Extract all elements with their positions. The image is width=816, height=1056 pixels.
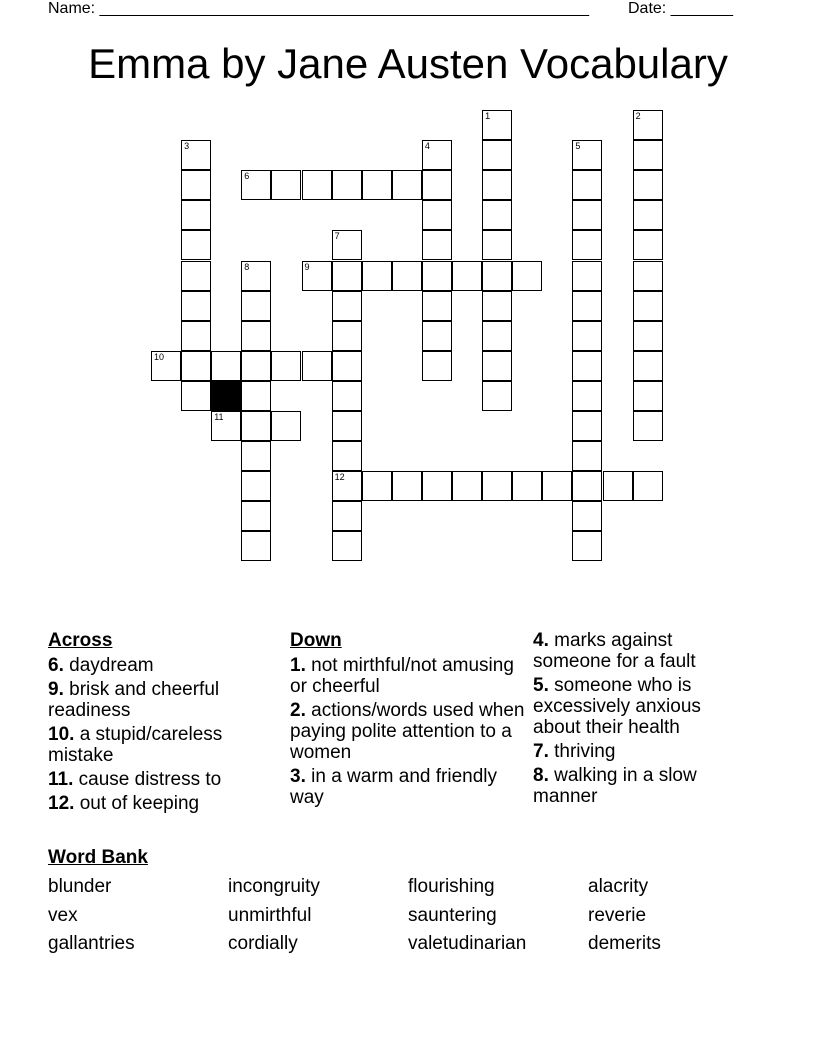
crossword-cell[interactable]	[151, 351, 181, 381]
crossword-cell[interactable]	[181, 291, 211, 321]
crossword-cell[interactable]	[572, 411, 602, 441]
crossword-cell[interactable]	[271, 351, 301, 381]
crossword-cell[interactable]	[332, 501, 362, 531]
crossword-cell[interactable]	[422, 140, 452, 170]
across-clues	[48, 630, 278, 817]
crossword-cell[interactable]	[362, 170, 392, 200]
clue-number: 10	[154, 351, 165, 362]
down-clues	[290, 630, 528, 811]
crossword-cell[interactable]	[422, 230, 452, 260]
crossword-cell[interactable]	[452, 471, 482, 501]
clue-number: 6	[244, 171, 250, 182]
crossword-cell[interactable]	[603, 471, 633, 501]
crossword-cell[interactable]	[271, 170, 301, 200]
word-bank-item: vex	[48, 905, 78, 926]
clue-down-5: 5. someone who is excessively anxious about their health	[533, 675, 701, 738]
word-bank-item: sauntering	[408, 905, 497, 926]
date-field-label: Date: _______	[628, 0, 733, 17]
clue-number: 4	[424, 141, 430, 152]
crossword-cell[interactable]	[332, 321, 362, 351]
crossword-cell[interactable]	[241, 531, 271, 561]
crossword-cell[interactable]	[241, 471, 271, 501]
crossword-cell[interactable]	[422, 351, 452, 381]
crossword-cell[interactable]	[332, 351, 362, 381]
clue-across-6: 6. daydream	[48, 655, 154, 676]
crossword-cell[interactable]	[482, 110, 512, 140]
word-bank-item: flourishing	[408, 876, 495, 897]
crossword-cell[interactable]	[241, 261, 271, 291]
crossword-cell[interactable]	[392, 261, 422, 291]
crossword-cell[interactable]	[211, 411, 241, 441]
crossword-cell[interactable]	[241, 291, 271, 321]
crossword-cell[interactable]	[332, 170, 362, 200]
crossword-cell[interactable]	[572, 291, 602, 321]
clue-number: 2	[635, 111, 641, 121]
crossword-cell[interactable]	[572, 321, 602, 351]
crossword-cell[interactable]	[512, 471, 542, 501]
crossword-cell[interactable]	[241, 501, 271, 531]
crossword-cell[interactable]	[422, 261, 452, 291]
crossword-cell[interactable]	[332, 531, 362, 561]
clue-number: 11	[214, 412, 224, 422]
crossword-cell[interactable]	[241, 351, 271, 381]
crossword-cell[interactable]	[633, 351, 663, 381]
clue-number: 8	[244, 261, 250, 272]
crossword-cell[interactable]	[362, 261, 392, 291]
clue-number: 12	[334, 472, 345, 483]
word-bank-item: unmirthful	[228, 905, 312, 926]
crossword-cell[interactable]	[332, 230, 362, 260]
crossword-cell[interactable]	[572, 140, 602, 170]
crossword-cell[interactable]	[572, 230, 602, 260]
crossword-cell[interactable]	[633, 110, 663, 140]
crossword-cell[interactable]	[211, 351, 241, 381]
crossword-cell[interactable]	[181, 170, 211, 200]
crossword-cell[interactable]	[633, 291, 663, 321]
crossword-cell[interactable]	[572, 531, 602, 561]
crossword-cell[interactable]	[482, 170, 512, 200]
crossword-cell[interactable]	[181, 230, 211, 260]
crossword-cell[interactable]	[482, 291, 512, 321]
word-bank-heading: Word Bank	[48, 847, 148, 868]
crossword-cell[interactable]	[241, 381, 271, 411]
crossword-cell[interactable]	[422, 471, 452, 501]
crossword-cell[interactable]	[482, 321, 512, 351]
crossword-cell[interactable]	[181, 261, 211, 291]
clue-down-8: 8. walking in a slow manner	[533, 765, 697, 807]
clue-number: 3	[184, 141, 190, 152]
crossword-cell[interactable]	[482, 140, 512, 170]
crossword-cell[interactable]	[302, 351, 332, 381]
crossword-cell[interactable]	[572, 351, 602, 381]
crossword-cell[interactable]	[422, 200, 452, 230]
page-title: Emma by Jane Austen Vocabulary	[88, 40, 728, 87]
crossword-cell[interactable]	[332, 381, 362, 411]
crossword-cell[interactable]	[181, 351, 211, 381]
crossword-cell[interactable]	[633, 200, 663, 230]
crossword-cell[interactable]	[422, 291, 452, 321]
crossword-cell[interactable]	[181, 200, 211, 230]
clue-down-7: 7. thriving	[533, 741, 616, 762]
crossword-cell[interactable]	[422, 321, 452, 351]
crossword-black-cell	[211, 381, 241, 411]
crossword-cell[interactable]	[482, 351, 512, 381]
crossword-cell[interactable]	[633, 471, 663, 501]
crossword-cell[interactable]	[633, 140, 663, 170]
crossword-cell[interactable]	[633, 261, 663, 291]
crossword-cell[interactable]	[572, 381, 602, 411]
crossword-cell[interactable]	[271, 411, 301, 441]
crossword-cell[interactable]	[241, 411, 271, 441]
clue-number: 5	[575, 141, 581, 152]
clue-across-11: 11. cause distress to	[48, 769, 222, 790]
clue-across-9: 9. brisk and cheerful readiness	[48, 679, 220, 721]
crossword-cell[interactable]	[633, 381, 663, 411]
crossword-cell[interactable]	[181, 381, 211, 411]
word-bank-item: reverie	[588, 905, 647, 926]
clue-number: 7	[334, 231, 340, 242]
crossword-cell[interactable]	[392, 471, 422, 501]
crossword-cell[interactable]	[332, 411, 362, 441]
crossword-cell[interactable]	[332, 291, 362, 321]
crossword-cell[interactable]	[181, 140, 211, 170]
clue-down-1: 1. not mirthful/not amusing or cheerful	[290, 655, 514, 697]
crossword-cell[interactable]	[302, 170, 332, 200]
crossword-cell[interactable]	[482, 381, 512, 411]
clue-across-10: 10. a stupid/careless mistake	[48, 724, 223, 766]
crossword-cell[interactable]	[572, 261, 602, 291]
clue-down-4: 4. marks against someone for a fault	[533, 630, 696, 672]
clue-down-2: 2. actions/words used when paying polite attention to a women	[290, 700, 525, 763]
crossword-cell[interactable]	[392, 170, 422, 200]
crossword-cell[interactable]	[241, 170, 271, 200]
word-bank-item: gallantries	[48, 933, 135, 954]
crossword-cell[interactable]	[572, 471, 602, 501]
word-bank-item: alacrity	[588, 876, 649, 897]
name-field-label: Name: _______________________________________________________	[48, 0, 589, 17]
crossword-cell[interactable]	[633, 411, 663, 441]
crossword-cell[interactable]	[241, 441, 271, 471]
word-bank-item: demerits	[588, 933, 661, 954]
crossword-cell[interactable]	[482, 230, 512, 260]
clue-number: 1	[485, 111, 491, 121]
crossword-cell[interactable]	[572, 501, 602, 531]
across-heading: Across	[48, 630, 113, 651]
crossword-cell[interactable]	[362, 471, 392, 501]
word-bank-item: blunder	[48, 876, 112, 897]
crossword-cell[interactable]	[422, 170, 452, 200]
crossword-cell[interactable]	[572, 170, 602, 200]
word-bank-item: valetudinarian	[408, 933, 527, 954]
clue-down-3: 3. in a warm and friendly way	[290, 766, 498, 808]
crossword-cell[interactable]	[332, 471, 362, 501]
crossword-cell[interactable]	[452, 261, 482, 291]
clue-number: 9	[304, 261, 310, 272]
crossword-cell[interactable]	[572, 200, 602, 230]
down-heading: Down	[290, 630, 342, 651]
clue-across-12: 12. out of keeping	[48, 793, 200, 814]
down-clues-continued	[533, 630, 733, 810]
crossword-cell[interactable]	[633, 321, 663, 351]
word-bank-item: incongruity	[228, 876, 320, 897]
crossword-cell[interactable]	[482, 471, 512, 501]
crossword-cell[interactable]	[512, 261, 542, 291]
crossword-cell[interactable]	[241, 321, 271, 351]
crossword-cell[interactable]	[542, 471, 572, 501]
crossword-cell[interactable]	[482, 261, 512, 291]
word-bank-item: cordially	[228, 933, 298, 954]
crossword-cell[interactable]	[302, 261, 332, 291]
crossword-cell[interactable]	[633, 230, 663, 260]
crossword-cell[interactable]	[482, 200, 512, 230]
crossword-cell[interactable]	[633, 170, 663, 200]
crossword-cell[interactable]	[332, 261, 362, 291]
crossword-cell[interactable]	[181, 321, 211, 351]
crossword-cell[interactable]	[572, 441, 602, 471]
crossword-cell[interactable]	[332, 441, 362, 471]
